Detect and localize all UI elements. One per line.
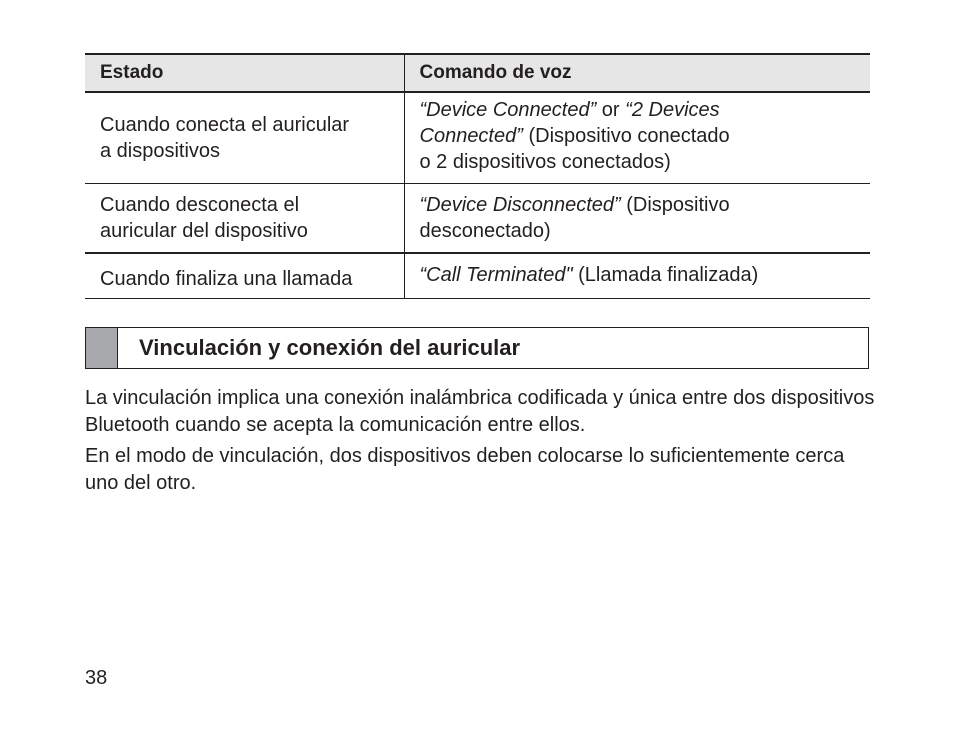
command-phrase: “Call Terminated": [419, 264, 573, 286]
voice-command-table: [85, 53, 870, 299]
estado-cell: [85, 183, 404, 253]
page-number: 38: [85, 667, 108, 689]
column-header-comando: Comando de voz: [404, 54, 870, 92]
section-title: Vinculación y conexión del auricular: [139, 335, 521, 360]
table-row: [85, 253, 870, 298]
command-translation: (Dispositivo conectado: [522, 125, 730, 147]
command-phrase: “Device Connected”: [419, 99, 597, 121]
estado-cell: [85, 253, 404, 298]
body-paragraph: La vinculación implica una conexión inalámbrica codificada y única entre dos dispositivos Bluetooth cuando se acepta la comunicación entre ellos.: [85, 387, 875, 436]
command-connector: or: [596, 99, 626, 121]
estado-text: auricular del dispositivo: [100, 219, 308, 242]
command-translation: (Dispositivo: [620, 193, 730, 216]
table-row: [85, 92, 870, 183]
table-header-row: [85, 54, 870, 92]
command-cell: [404, 92, 870, 183]
table-row: [85, 183, 870, 253]
command-phrase: “2 Devices: [625, 99, 720, 121]
command-translation: desconectado): [419, 219, 551, 242]
section-marker: [86, 328, 118, 368]
body-paragraph: En el modo de vinculación, dos dispositivos deben colocarse lo suficientemente cerca uno del otro.: [85, 445, 845, 494]
estado-cell: [85, 92, 404, 183]
estado-text: a dispositivos: [100, 139, 221, 162]
estado-text: Cuando finaliza una llamada: [100, 267, 353, 290]
command-translation: (Llamada finalizada): [572, 264, 759, 286]
command-phrase: Connected”: [419, 125, 523, 147]
estado-text: Cuando conecta el auricular: [100, 113, 350, 136]
command-cell: [404, 253, 870, 298]
command-translation: o 2 dispositivos conectados): [419, 151, 671, 173]
section-heading: [85, 327, 869, 369]
command-cell: [404, 183, 870, 253]
column-header-estado: Estado: [85, 54, 404, 92]
command-phrase: “Device Disconnected”: [419, 193, 621, 216]
estado-text: Cuando desconecta el: [100, 193, 300, 216]
